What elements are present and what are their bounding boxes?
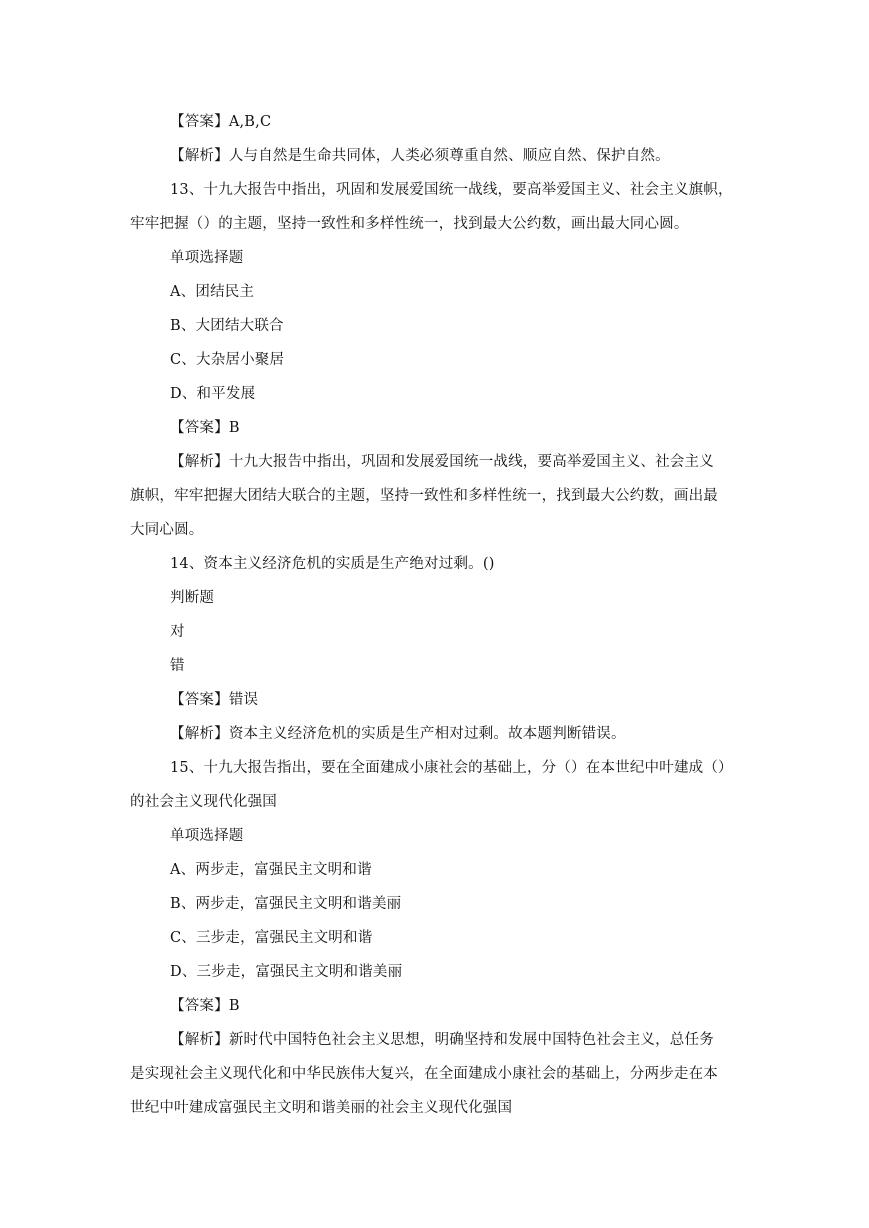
question-13-option-a: A、团结民主 [170, 284, 255, 300]
question-14-line-1: 14、资本主义经济危机的实质是生产绝对过剩。() [170, 556, 495, 572]
answer-value: 错误 [228, 692, 259, 708]
question-14-option-false: 错 [170, 658, 185, 674]
question-13-answer [130, 418, 790, 438]
answer-value: B [228, 998, 240, 1014]
answer-tag: 【答案】 [170, 998, 229, 1014]
explanation-tag: 【解析】 [170, 1032, 229, 1048]
question-15-explanation-line-2: 是实现社会主义现代化和中华民族伟大复兴，在全面建成小康社会的基础上，分两步走在本 [130, 1066, 718, 1082]
question-13-type: 单项选择题 [170, 250, 244, 266]
question-14-explanation [130, 724, 790, 744]
question-13-explanation-line-2: 旗帜，牢牢把握大团结大联合的主题，坚持一致性和多样性统一，找到最大公约数，画出最 [130, 488, 718, 504]
question-15-option-a: A、两步走，富强民主文明和谐 [170, 862, 372, 878]
explanation-tag: 【解析】 [170, 454, 229, 470]
explanation-text: 十九大报告中指出，巩固和发展爱国统一战线，要高举爱国主义、社会主义 [228, 454, 714, 470]
question-15-line-1: 15、十九大报告指出，要在全面建成小康社会的基础上，分（）在本世纪中叶建成（） [170, 760, 733, 776]
answer-tag: 【答案】 [170, 692, 229, 708]
explanation-tag: 【解析】 [170, 726, 229, 742]
explanation-text: 新时代中国特色社会主义思想，明确坚持和发展中国特色社会主义，总任务 [228, 1032, 714, 1048]
question-15-option-d: D、三步走，富强民主文明和谐美丽 [170, 964, 403, 980]
answer-tag: 【答案】 [170, 420, 229, 436]
question-13-option-d: D、和平发展 [170, 386, 256, 402]
question-13-option-b: B、大团结大联合 [170, 318, 284, 334]
question-15-line-2: 的社会主义现代化强国 [130, 794, 277, 810]
question-14-answer [130, 690, 790, 710]
question-14-option-true: 对 [170, 624, 185, 640]
answer-value: A,B,C [228, 114, 272, 130]
question-15-type: 单项选择题 [170, 828, 244, 844]
question-15-answer [130, 996, 790, 1016]
explanation-line [130, 146, 790, 166]
question-14-type: 判断题 [170, 590, 215, 606]
question-15-option-b: B、两步走，富强民主文明和谐美丽 [170, 896, 402, 912]
question-15-explanation-line-1 [130, 1030, 790, 1050]
question-13-line-2: 牢牢把握（）的主题，坚持一致性和多样性统一，找到最大公约数，画出最大同心圆。 [130, 216, 689, 232]
answer-tag: 【答案】 [170, 114, 229, 130]
answer-line [130, 112, 790, 132]
question-13-explanation-line-3: 大同心圆。 [130, 522, 204, 538]
question-13-option-c: C、大杂居小聚居 [170, 352, 285, 368]
question-15-explanation-line-3: 世纪中叶建成富强民主文明和谐美丽的社会主义现代化强国 [130, 1100, 513, 1116]
question-15-option-c: C、三步走，富强民主文明和谐 [170, 930, 373, 946]
question-13-line-1: 13、十九大报告中指出，巩固和发展爱国统一战线，要高举爱国主义、社会主义旗帜， [170, 182, 733, 198]
question-13-explanation-line-1 [130, 452, 790, 472]
explanation-text: 资本主义经济危机的实质是生产相对过剩。故本题判断错误。 [228, 726, 626, 742]
answer-value: B [228, 420, 240, 436]
explanation-text: 人与自然是生命共同体，人类必须尊重自然、顺应自然、保护自然。 [228, 148, 670, 164]
explanation-tag: 【解析】 [170, 148, 229, 164]
